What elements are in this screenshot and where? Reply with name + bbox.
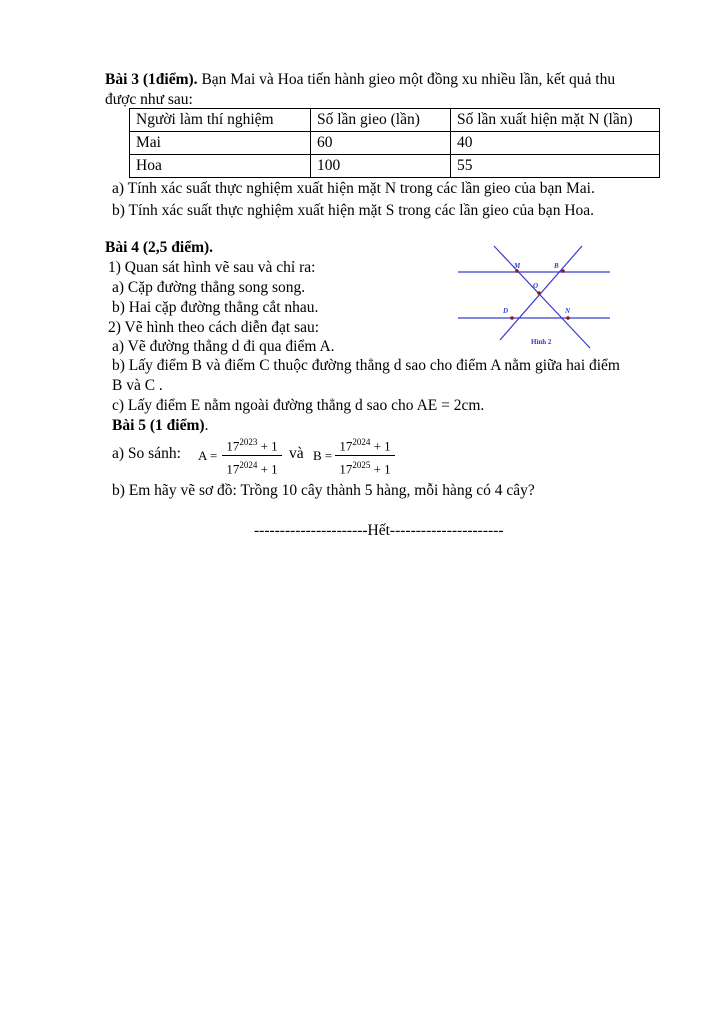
- label-d: D: [503, 307, 509, 315]
- bai4-part1-b: b) Hai cặp đường thẳng cắt nhau.: [112, 299, 319, 316]
- label-m: M: [514, 262, 521, 270]
- fraction-a: [222, 434, 282, 478]
- fraction-b-denominator: $17^{2025} + 1$: [339, 460, 391, 477]
- table-header: Số lần gieo (lần): [311, 109, 451, 132]
- fraction-b-numerator: $17^{2024} + 1$: [339, 437, 391, 454]
- table-cell: 60: [311, 132, 451, 155]
- bai3-heading: [105, 70, 615, 90]
- fraction-b: [335, 434, 395, 478]
- experiment-table: [129, 108, 660, 178]
- line-mn-transversal: [494, 246, 590, 348]
- bai5-question-b: b) Em hãy vẽ sơ đồ: Trồng 10 cây thành 5 hàng, mỗi hàng có 4 cây?: [112, 482, 535, 499]
- fraction-a-denominator: $17^{2024} + 1$: [226, 460, 278, 477]
- table-cell: 55: [451, 155, 660, 178]
- bai4-part2: 2) Vẽ hình theo cách diễn đạt sau:: [108, 319, 320, 336]
- bai3-question-a: a) Tính xác suất thực nghiệm xuất hiện mặt N trong các lần gieo của bạn Mai.: [112, 180, 595, 197]
- point-b: [561, 269, 565, 273]
- bai4-part1: 1) Quan sát hình vẽ sau và chỉ ra:: [108, 259, 316, 276]
- fraction-a-numerator: $17^{2023} + 1$: [226, 437, 278, 454]
- table-cell: 100: [311, 155, 451, 178]
- expr-a-eq: A =: [198, 448, 218, 463]
- bai4-part2-a: a) Vẽ đường thẳng d đi qua điểm A.: [112, 338, 335, 355]
- figure-caption: Hình 2: [531, 338, 552, 346]
- table-header-row: [130, 109, 660, 132]
- bai3-intro-1: Bạn Mai và Hoa tiến hành gieo một đồng xu nhiều lần, kết quả thu: [197, 71, 616, 88]
- bai5-compare-label: a) So sánh:: [112, 445, 181, 462]
- table-cell: Mai: [130, 132, 311, 155]
- bai5-heading: [112, 416, 208, 436]
- and-text: và: [289, 445, 304, 462]
- bai4-part1-a: a) Cặp đường thẳng song song.: [112, 279, 306, 296]
- end-marker: ----------------------Hết----------------------: [254, 522, 504, 539]
- point-d: [510, 316, 514, 320]
- table-row: [130, 132, 660, 155]
- bai3-title: Bài 3 (1điểm).: [105, 71, 198, 88]
- label-o: O: [533, 282, 539, 290]
- table-header: Người làm thí nghiệm: [130, 109, 311, 132]
- table-row: [130, 155, 660, 178]
- bai3-question-b: b) Tính xác suất thực nghiệm xuất hiện mặt S trong các lần gieo của bạn Hoa.: [112, 202, 595, 219]
- bai4-title: Bài 4 (2,5 điểm).: [105, 239, 214, 256]
- bai4-part2-b: b) Lấy điểm B và điểm C thuộc đường thẳng d sao cho điểm A nằm giữa hai điểm: [112, 357, 620, 374]
- bai4-part2-b-cont: B và C .: [112, 377, 163, 394]
- point-n: [566, 316, 570, 320]
- table-cell: Hoa: [130, 155, 311, 178]
- bai3-intro-2: được như sau:: [105, 91, 193, 108]
- bai5-title-dot: .: [204, 417, 209, 434]
- bai4-part2-c: c) Lấy điểm E nằm ngoài đường thẳng d sao cho AE = 2cm.: [112, 397, 485, 414]
- point-o: [537, 291, 541, 295]
- bai5-title: Bài 5 (1 điểm): [112, 417, 205, 434]
- table-cell: 40: [451, 132, 660, 155]
- expr-b-eq: B =: [313, 448, 333, 463]
- table-header: Số lần xuất hiện mặt N (lần): [451, 109, 660, 132]
- label-b: B: [554, 262, 559, 270]
- label-n: N: [565, 307, 571, 315]
- geometry-figure: [450, 240, 620, 350]
